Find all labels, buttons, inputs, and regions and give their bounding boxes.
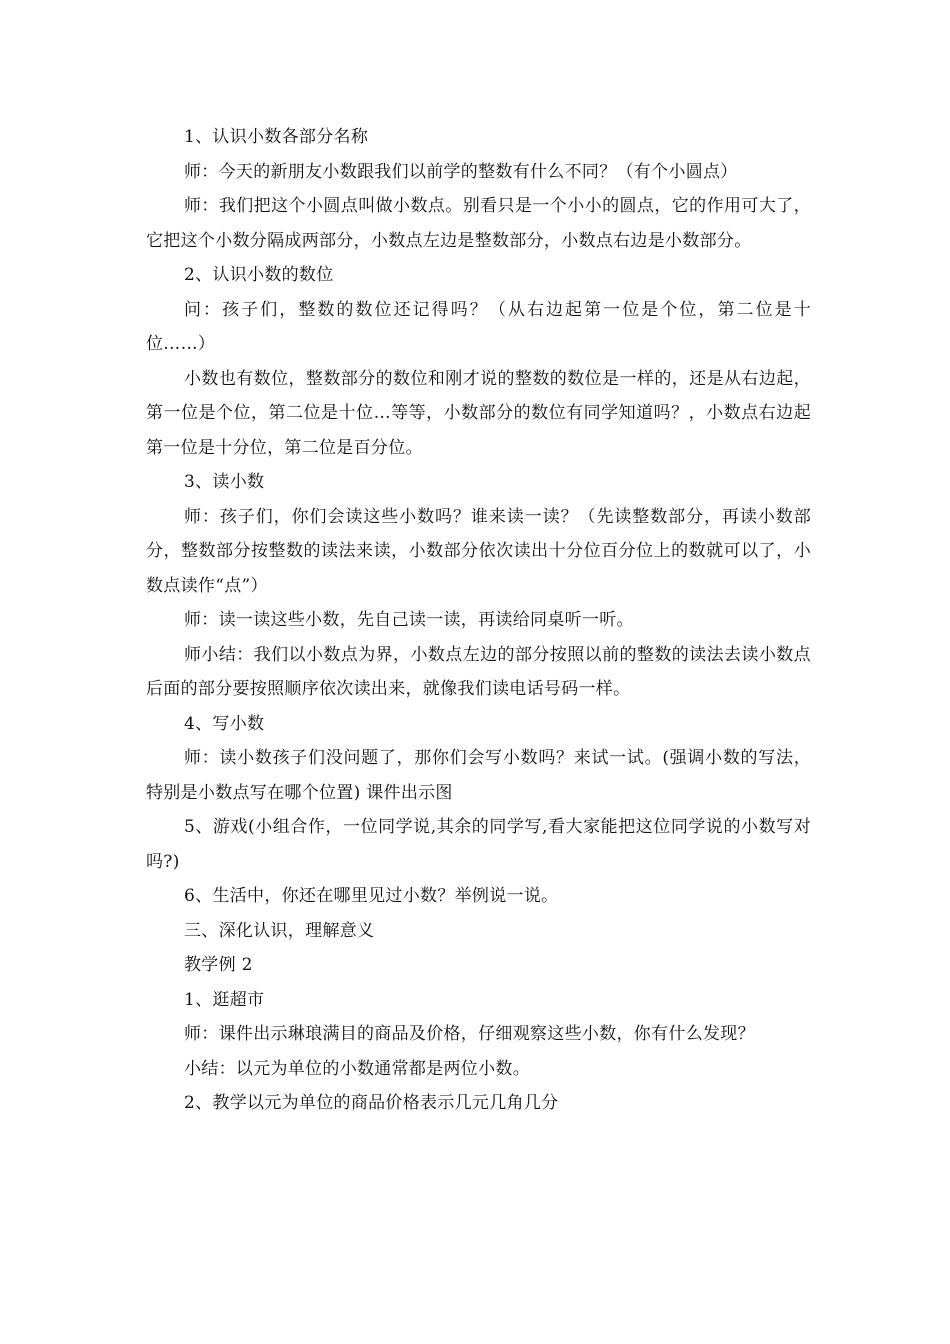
paragraph: 师小结：我们以小数点为界，小数点左边的部分按照以前的整数的读法去读小数点后面的部分要按照顺序依次读出来，就像我们读电话号码一样。 (146, 644, 811, 699)
paragraph: 师：读小数孩子们没问题了，那你们会写小数吗？来试一试。(强调小数的写法，特别是小数点写在哪个位置) 课件出示图 (146, 748, 811, 803)
paragraph: 师：我们把这个小圆点叫做小数点。别看只是一个小小的圆点，它的作用可大了，它把这个小数分隔成两部分，小数点左边是整数部分，小数点右边是小数部分。 (146, 196, 811, 251)
section-heading-4: 4、写小数 (184, 713, 265, 734)
paragraph: 小数也有数位，整数部分的数位和刚才说的整数的数位是一样的，还是从右边起，第一位是个位，第二位是十位…等等，小数部分的数位有同学知道吗？，小数点右边起第一位是十分位，第二位是百分位。 (146, 368, 811, 458)
subsection-heading-2: 2、教学以元为单位的商品价格表示几元几角几分 (184, 1093, 559, 1113)
section-heading-part-3: 三、深化认识，理解意义 (184, 920, 375, 941)
paragraph: 小结：以元为单位的小数通常都是两位小数。 (184, 1058, 530, 1079)
subsection-heading-1: 1、逛超市 (184, 989, 265, 1010)
section-heading-2: 2、认识小数的数位 (184, 265, 334, 285)
paragraph: 师：课件出示琳琅满目的商品及价格，仔细观察这些小数，你有什么发现？ (184, 1024, 755, 1044)
document-body (146, 120, 811, 1121)
paragraph: 问：孩子们，整数的数位还记得吗？（从右边起第一位是个位，第二位是十位……） (146, 299, 811, 354)
paragraph: 5、游戏(小组合作，一位同学说,其余的同学写,看大家能把这位同学说的小数写对吗?) (146, 817, 811, 872)
paragraph: 师：孩子们，你们会读这些小数吗？谁来读一读？（先读整数部分，再读小数部分，整数部分按整数的读法来读，小数部分依次读出十分位百分位上的数就可以了，小数点读作“点”） (146, 506, 811, 596)
paragraph: 师：读一读这些小数，先自己读一读，再读给同桌听一听。 (184, 610, 634, 630)
paragraph: 6、生活中，你还在哪里见过小数？举例说一说。 (184, 886, 559, 906)
section-heading-3: 3、读小数 (184, 472, 265, 492)
paragraph: 师：今天的新朋友小数跟我们以前学的整数有什么不同？（有个小圆点） (184, 161, 738, 182)
section-heading-1: 1、认识小数各部分名称 (184, 127, 369, 147)
example-heading: 教学例 2 (184, 955, 253, 975)
